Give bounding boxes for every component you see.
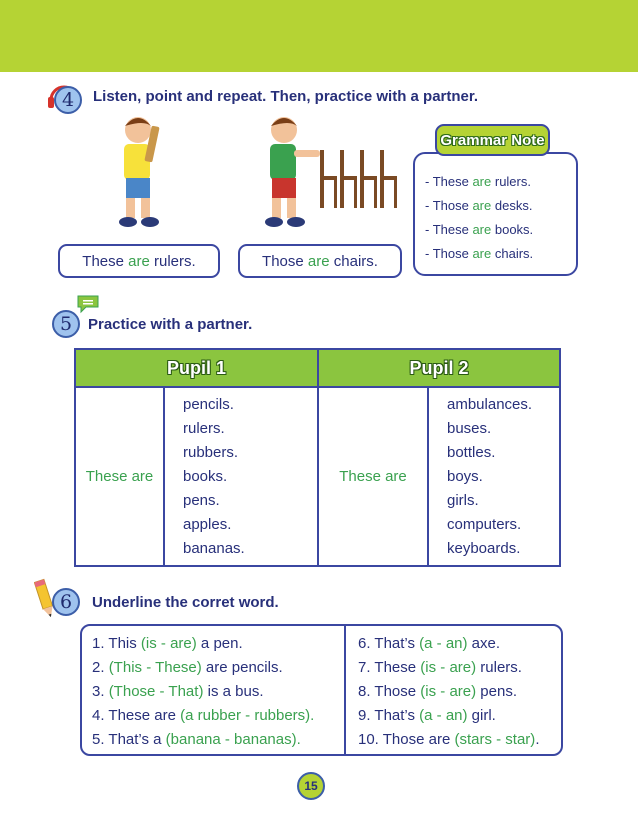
pupil-1-lead: These are <box>75 387 164 566</box>
exercise-item[interactable]: 1. This (is - are) a pen. <box>92 635 243 652</box>
exercise-4-title: Listen, point and repeat. Then, practice with a partner. <box>93 88 479 105</box>
exercise-item[interactable]: 9. That’s (a - an) girl. <box>358 707 496 724</box>
pupil-2-words <box>428 387 560 566</box>
word-item: bananas. <box>183 539 245 557</box>
exercise-6-box <box>80 624 563 756</box>
grammar-line-1: - These are rulers. <box>425 174 531 189</box>
word-item: bottles. <box>447 443 496 461</box>
exercise-item[interactable]: 5. That’s a (banana - bananas). <box>92 731 301 748</box>
word-item: ambulances. <box>447 395 533 413</box>
pupil-table <box>74 348 561 567</box>
exercise-item[interactable]: 6. That’s (a - an) axe. <box>358 635 501 652</box>
exercise-item[interactable]: 4. These are (a rubber - rubbers). <box>92 707 315 724</box>
pupil-1-header: Pupil 1 <box>75 349 318 387</box>
exercise-6-right-column <box>358 632 539 752</box>
pupil-1-words <box>164 387 318 566</box>
word-item: buses. <box>447 419 492 437</box>
speech-bubble-icon <box>76 294 100 314</box>
pupil-table-header <box>75 349 560 387</box>
exercise-item[interactable]: 3. (Those - That) is a bus. <box>92 683 264 700</box>
word-item: boys. <box>447 467 483 485</box>
exercise-item[interactable]: 8. Those (is - are) pens. <box>358 683 517 700</box>
boy-with-rulers-illustration <box>110 112 172 230</box>
exercise-6-left-column <box>92 632 314 752</box>
sentence-box-those-chairs: Those are chairs. <box>238 244 402 278</box>
sentence-box-these-rulers: These are rulers. <box>58 244 220 278</box>
word-item: girls. <box>447 491 479 509</box>
word-item: books. <box>183 467 228 485</box>
word-item: keyboards. <box>447 539 521 557</box>
page-number: 15 <box>297 772 325 800</box>
exercise-5-number: 5 <box>52 310 80 338</box>
pupil-2-lead: These are <box>318 387 428 566</box>
top-color-band <box>0 0 638 72</box>
word-item: apples. <box>183 515 232 533</box>
word-item: rulers. <box>183 419 225 437</box>
exercise-item[interactable]: 2. (This - These) are pencils. <box>92 659 283 676</box>
word-item: pencils. <box>183 395 234 413</box>
exercise-4-number: 4 <box>54 86 82 114</box>
grammar-note-box <box>413 152 578 276</box>
word-item: rubbers. <box>183 443 239 461</box>
exercise-6-title: Underline the corret word. <box>92 594 279 611</box>
column-divider <box>344 626 346 754</box>
exercise-5-title: Practice with a partner. <box>88 316 253 333</box>
grammar-line-4: - Those are chairs. <box>425 246 534 261</box>
exercise-item[interactable]: 10. Those are (stars - star). <box>358 731 540 748</box>
exercise-item[interactable]: 7. These (is - are) rulers. <box>358 659 522 676</box>
pupil-table-row <box>75 387 560 566</box>
chairs-illustration <box>312 148 404 210</box>
exercise-6-number: 6 <box>52 588 80 616</box>
pupil-2-header: Pupil 2 <box>318 349 560 387</box>
word-item: computers. <box>447 515 522 533</box>
grammar-note-title: Grammar Note <box>435 124 550 156</box>
grammar-line-3: - These are books. <box>425 222 534 237</box>
word-item: pens. <box>183 491 220 509</box>
grammar-line-2: - Those are desks. <box>425 198 533 213</box>
